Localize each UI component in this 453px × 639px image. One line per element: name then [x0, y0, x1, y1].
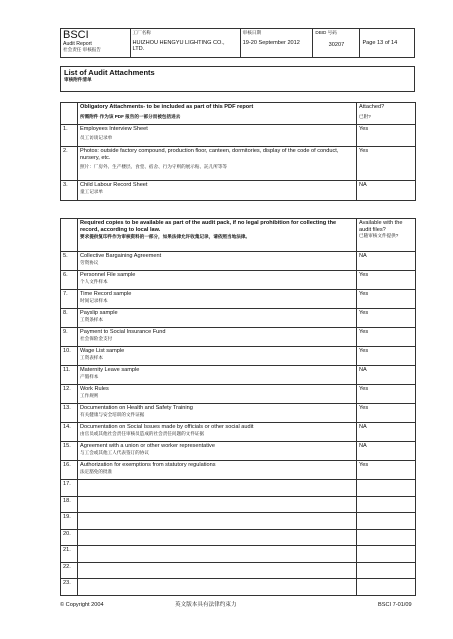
row-item-en: Agreement with a union or other worker representative: [80, 443, 215, 449]
row-item-en: Time Record sample: [80, 291, 132, 297]
row-item-cn: 照片：厂房外、生产楼层、食堂、宿舍、行为守则的展示贴、託儿所等等: [80, 164, 228, 170]
row-value: Yes: [357, 404, 416, 423]
row-item-en: Personnel File sample: [80, 272, 136, 278]
table-row: [61, 529, 416, 546]
table-row: [61, 309, 416, 328]
row-value: [357, 546, 416, 563]
row-item-en: Payment to Social Insurance Fund: [80, 329, 166, 335]
required-heading-cn: 要求提供复印件作为审核资料的一部分，如果法律允许收集记录，请依照当地法律。: [80, 234, 250, 240]
table-row: [61, 290, 416, 309]
row-value: NA: [357, 442, 416, 461]
dbid-value: 30207: [328, 41, 345, 48]
dbid-label: DBID 号码: [315, 30, 337, 35]
row-num: 14.: [61, 423, 78, 442]
table-row: [61, 181, 416, 201]
footer-copyright: © Copyright 2004: [60, 602, 104, 608]
row-item-en: Authorization for exemptions from statutory regulations: [80, 462, 216, 468]
required-table: [60, 218, 416, 596]
required-num-head: [61, 219, 78, 252]
row-item: [78, 309, 357, 328]
row-value: [357, 579, 416, 596]
row-item: [78, 404, 357, 423]
row-item-cn: 法定豁免的批准: [80, 468, 113, 474]
row-value: Yes: [357, 385, 416, 404]
table-row: [61, 461, 416, 480]
table-row: [61, 385, 416, 404]
row-num: 20.: [61, 529, 78, 546]
row-item-en: Work Rules: [80, 386, 109, 392]
row-item: [78, 252, 357, 271]
row-num: 19.: [61, 513, 78, 530]
row-value: Yes: [357, 347, 416, 366]
row-item-en: Maternity Leave sample: [80, 367, 140, 373]
page-cell: [360, 29, 415, 58]
section-title-cn: 审核附件清单: [64, 77, 92, 82]
row-value: NA: [357, 181, 416, 201]
row-item-cn: 工资表样本: [80, 354, 103, 360]
table-row: [61, 125, 416, 147]
row-item-cn: 工作规则: [80, 392, 99, 398]
dbid-cell: [313, 29, 360, 58]
row-item-en: Payslip sample: [80, 310, 118, 316]
row-num: 16.: [61, 461, 78, 480]
footer-version: BSCI 7-01/09: [378, 602, 412, 608]
row-item-cn: 与工会或其他工人代表签订的协议: [80, 449, 149, 455]
obligatory-heading-en: Obligatory Attachments- to be included as part of this PDF report: [80, 104, 254, 110]
row-item: [78, 496, 357, 513]
row-num: 3.: [61, 181, 78, 201]
logo-cell: [61, 29, 131, 58]
bsci-logo: BSCI: [63, 29, 89, 41]
row-num: 1.: [61, 125, 78, 147]
row-item-cn: 个人文件样本: [80, 278, 108, 284]
row-item: [78, 480, 357, 497]
table-row: [61, 147, 416, 181]
required-heading-en: Required copies to be available as part of the audit pack, if no legal prohibition for collecting the record, according to local law.: [80, 220, 337, 233]
row-item: [78, 579, 357, 596]
obligatory-heading-cn: 所需附件 作为该 PDF 报告的一部分而被包括进去: [80, 113, 181, 119]
row-num: 5.: [61, 252, 78, 271]
row-item-cn: 由官员或其他社会责任审核员造成的社会责任问题的文件证据: [80, 430, 205, 436]
row-item-cn: 时间记录样本: [80, 297, 108, 303]
row-value: Yes: [357, 125, 416, 147]
row-num: 6.: [61, 271, 78, 290]
report-subtitle-cn: 社会责任 审核报告: [63, 47, 102, 52]
table-row: [61, 562, 416, 579]
table-row: [61, 480, 416, 497]
row-num: 17.: [61, 480, 78, 497]
required-heading: [78, 219, 357, 252]
date-value: 19-20 September 2012: [242, 39, 300, 46]
available-heading-cn: 已随审核文件提供?: [359, 233, 399, 239]
attached-heading-cn: 已附?: [359, 113, 371, 119]
row-num: 8.: [61, 309, 78, 328]
row-value: Yes: [357, 461, 416, 480]
footer-legal-note: 英文版本具有法律约束力: [175, 602, 237, 608]
row-item-cn: 员工访谈记录单: [80, 134, 113, 140]
row-item-en: Wage List sample: [80, 348, 125, 354]
table-row: [61, 546, 416, 563]
row-num: 10.: [61, 347, 78, 366]
factory-cell: [130, 29, 240, 58]
obligatory-heading: [78, 103, 357, 125]
row-value: NA: [357, 366, 416, 385]
row-item-cn: 劳资协议: [80, 259, 99, 265]
row-item-cn: 社会保险金支付: [80, 335, 113, 341]
row-value: [357, 496, 416, 513]
row-item: [78, 347, 357, 366]
row-item: [78, 366, 357, 385]
date-label: 审核日期: [242, 30, 262, 35]
table-row: [61, 513, 416, 530]
table-row: [61, 271, 416, 290]
row-value: Yes: [357, 147, 416, 181]
date-cell: [240, 29, 313, 58]
row-item-en: Photos: outside factory compound, production floor, canteen, dormitories, display of the code of conduct, nursery, etc.: [80, 148, 339, 161]
row-num: 7.: [61, 290, 78, 309]
row-num: 2.: [61, 147, 78, 181]
row-value: [357, 562, 416, 579]
row-num: 23.: [61, 579, 78, 596]
row-item-en: Documentation on Health and Safety Training: [80, 405, 193, 411]
row-value: NA: [357, 423, 416, 442]
attached-heading-en: Attached?: [359, 104, 385, 110]
row-item: [78, 423, 357, 442]
page-number: Page 13 of 14: [362, 39, 398, 46]
row-value: Yes: [357, 290, 416, 309]
report-subtitle: Audit Report: [63, 41, 92, 47]
row-item: [78, 147, 357, 181]
table-row: [61, 423, 416, 442]
row-value: [357, 529, 416, 546]
row-item: [78, 125, 357, 147]
row-item: [78, 385, 357, 404]
row-item: [78, 442, 357, 461]
row-item: [78, 546, 357, 563]
row-num: 21.: [61, 546, 78, 563]
row-item-en: Collective Bargaining Agreement: [80, 253, 162, 259]
row-num: 22.: [61, 562, 78, 579]
row-item-en: Employees Interview Sheet: [80, 126, 148, 132]
row-value: [357, 480, 416, 497]
row-value: Yes: [357, 271, 416, 290]
table-row: [61, 496, 416, 513]
row-item: [78, 181, 357, 201]
row-value: Yes: [357, 309, 416, 328]
row-num: 12.: [61, 385, 78, 404]
row-item-cn: 有关健康与安全培训的文件证据: [80, 411, 145, 417]
row-item: [78, 529, 357, 546]
row-num: 9.: [61, 328, 78, 347]
row-item: [78, 562, 357, 579]
section-title: List of Audit Attachments: [64, 68, 155, 77]
available-heading: [357, 219, 416, 252]
row-item-en: Child Labour Record Sheet: [80, 182, 148, 188]
table-row: [61, 579, 416, 596]
row-item-cn: 工资条样本: [80, 316, 103, 322]
row-num: 15.: [61, 442, 78, 461]
table-row: [61, 328, 416, 347]
factory-label: 工厂名称: [132, 30, 151, 35]
section-title-box: [60, 66, 415, 92]
available-heading-en: Available with the audit files?: [359, 220, 403, 233]
row-value: [357, 513, 416, 530]
header-table: [60, 28, 415, 58]
obligatory-num-head: [61, 103, 78, 125]
row-item: [78, 513, 357, 530]
row-item: [78, 271, 357, 290]
table-row: [61, 404, 416, 423]
table-row: [61, 366, 416, 385]
row-item-cn: 产假样本: [80, 373, 99, 379]
attached-heading: [357, 103, 416, 125]
row-item-en: Documentation on Social Issues made by officials or other social audit: [80, 424, 254, 430]
row-item-cn: 童工记录单: [80, 188, 103, 194]
table-row: [61, 442, 416, 461]
table-row: [61, 347, 416, 366]
obligatory-table: [60, 102, 416, 201]
factory-value: HUIZHOU HENGYU LIGHTING CO., LTD.: [132, 39, 225, 53]
row-item: [78, 290, 357, 309]
row-value: Yes: [357, 328, 416, 347]
row-num: 18.: [61, 496, 78, 513]
row-item: [78, 328, 357, 347]
row-num: 11.: [61, 366, 78, 385]
table-row: [61, 252, 416, 271]
row-value: NA: [357, 252, 416, 271]
row-item: [78, 461, 357, 480]
row-num: 13.: [61, 404, 78, 423]
